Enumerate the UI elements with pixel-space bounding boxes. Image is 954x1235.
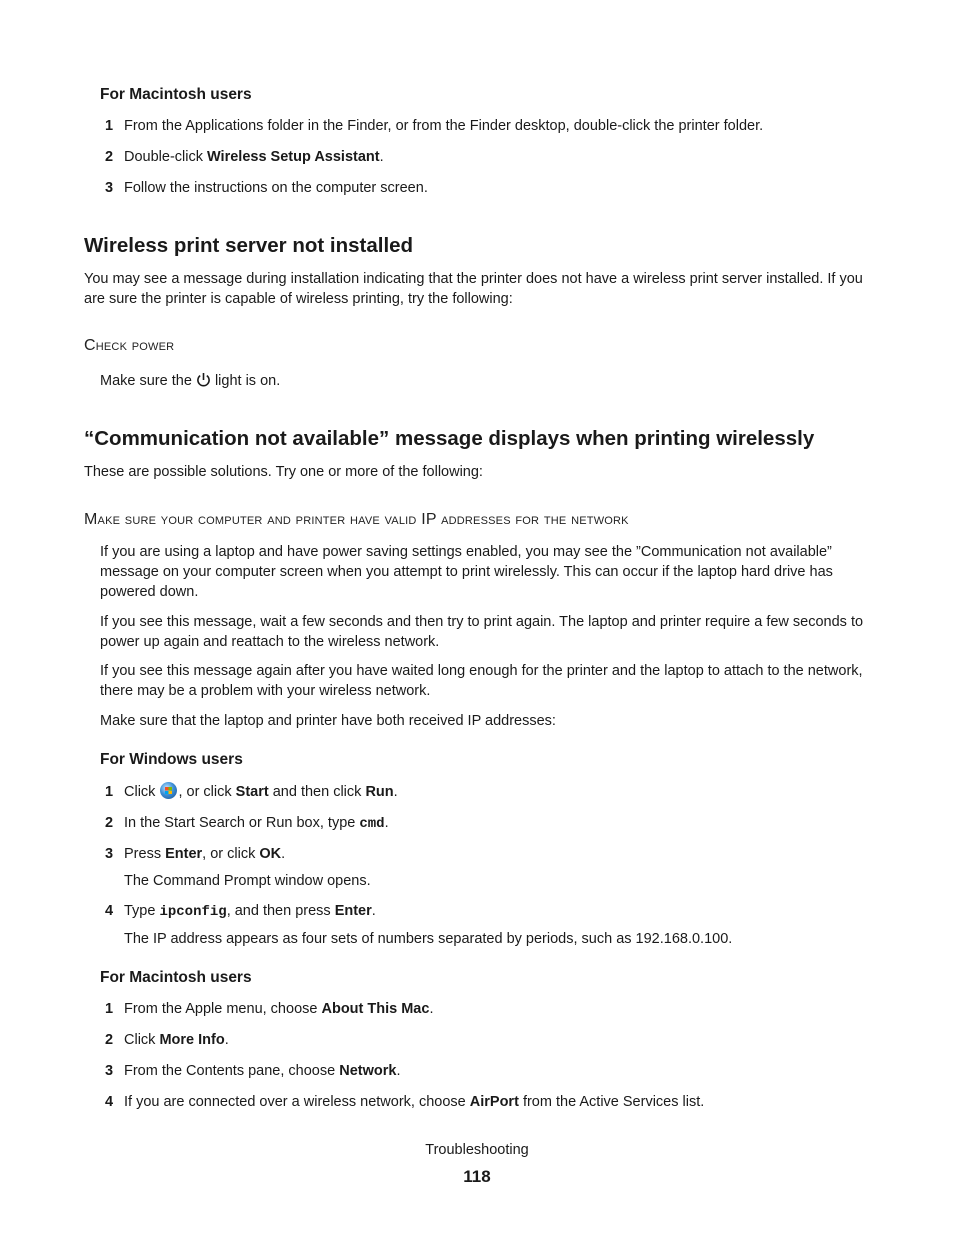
step-text: Follow the instructions on the computer screen. — [124, 180, 428, 196]
windows-step-3 — [100, 844, 890, 864]
step-number: 3 — [105, 1063, 114, 1079]
step-number: 2 — [105, 1032, 114, 1048]
step-number: 1 — [105, 1001, 114, 1017]
subsection-valid-ip: Make sure your computer and printer have valid IP addresses for the network — [84, 511, 629, 528]
step-number: 2 — [105, 815, 114, 831]
step-text: Type ipconfig, and then press Enter. — [124, 903, 376, 920]
step-text: From the Apple menu, choose About This Mac. — [124, 1001, 434, 1017]
windows-step-4-note: The IP address appears as four sets of numbers separated by periods, such as 192.168.0.100. — [124, 931, 733, 947]
section-title-wireless-print-server: Wireless print server not installed — [84, 234, 414, 257]
step-number: 3 — [105, 180, 114, 196]
section2-paragraph-3: If you see this message again after you have waited long enough for the printer and the laptop to attach to the network, there may be a problem with your wireless network. — [100, 663, 863, 699]
step-number: 2 — [105, 149, 114, 165]
windows-step-4 — [100, 901, 890, 922]
windows-step-1 — [100, 782, 890, 802]
section-title-communication-not-available: “Communication not available” message displays when printing wirelessly — [84, 427, 815, 450]
step-text: Double-click Wireless Setup Assistant. — [124, 149, 384, 165]
mac-step-3 — [100, 178, 890, 198]
step-text: Click , or click Start and then click Run. — [124, 784, 398, 800]
step-text: Click More Info. — [124, 1032, 229, 1048]
mac-heading-bottom: For Macintosh users — [100, 969, 252, 986]
step-text: If you are connected over a wireless network, choose AirPort from the Active Services list. — [124, 1094, 705, 1110]
step-text: Press Enter, or click OK. — [124, 846, 286, 862]
windows-step-2 — [100, 813, 890, 834]
windows-step-3-note: The Command Prompt window opens. — [124, 873, 371, 889]
section1-intro: You may see a message during installation indicating that the printer does not have a wireless print server installed. If you are sure the printer is capable of wireless printing, try the following: — [84, 271, 863, 307]
step-number: 4 — [105, 1094, 114, 1110]
section2-paragraph-4: Make sure that the laptop and printer have both received IP addresses: — [100, 713, 556, 729]
mac-heading-top: For Macintosh users — [100, 86, 252, 103]
mac2-step-4 — [100, 1092, 890, 1112]
windows-start-icon — [160, 782, 177, 799]
step-number: 4 — [105, 903, 114, 919]
step-number: 1 — [105, 784, 114, 800]
windows-heading: For Windows users — [100, 751, 243, 768]
subsection-check-power: Check power — [84, 337, 175, 354]
section2-intro: These are possible solutions. Try one or more of the following: — [84, 464, 483, 480]
mac2-step-3 — [100, 1061, 890, 1081]
step-text: From the Applications folder in the Finder, or from the Finder desktop, double-click the printer folder. — [124, 118, 764, 134]
step-text: In the Start Search or Run box, type cmd. — [124, 815, 389, 832]
mac-step-2 — [100, 147, 890, 167]
section2-paragraph-2: If you see this message, wait a few seconds and then try to print again. The laptop and printer require a few seconds to power up again and reattach to the wireless network. — [100, 614, 864, 650]
step-text: From the Contents pane, choose Network. — [124, 1063, 401, 1079]
code-ipconfig: ipconfig — [159, 904, 227, 920]
mac-step-1 — [100, 116, 890, 136]
mac2-step-1 — [100, 999, 890, 1019]
code-cmd: cmd — [359, 816, 385, 832]
step-number: 3 — [105, 846, 114, 862]
power-icon — [196, 372, 211, 388]
power-instruction: Make sure the light is on. — [100, 373, 281, 389]
step-number: 1 — [105, 118, 114, 134]
mac2-step-2 — [100, 1030, 890, 1050]
section2-paragraph-1: If you are using a laptop and have power saving settings enabled, you may see the ”Communication not available” message on your computer screen when you attempt to print wirelessly. This can occur if the laptop hard drive has powered down. — [100, 544, 833, 600]
page-number: 118 — [463, 1167, 491, 1186]
footer-section-name: Troubleshooting — [425, 1142, 529, 1158]
